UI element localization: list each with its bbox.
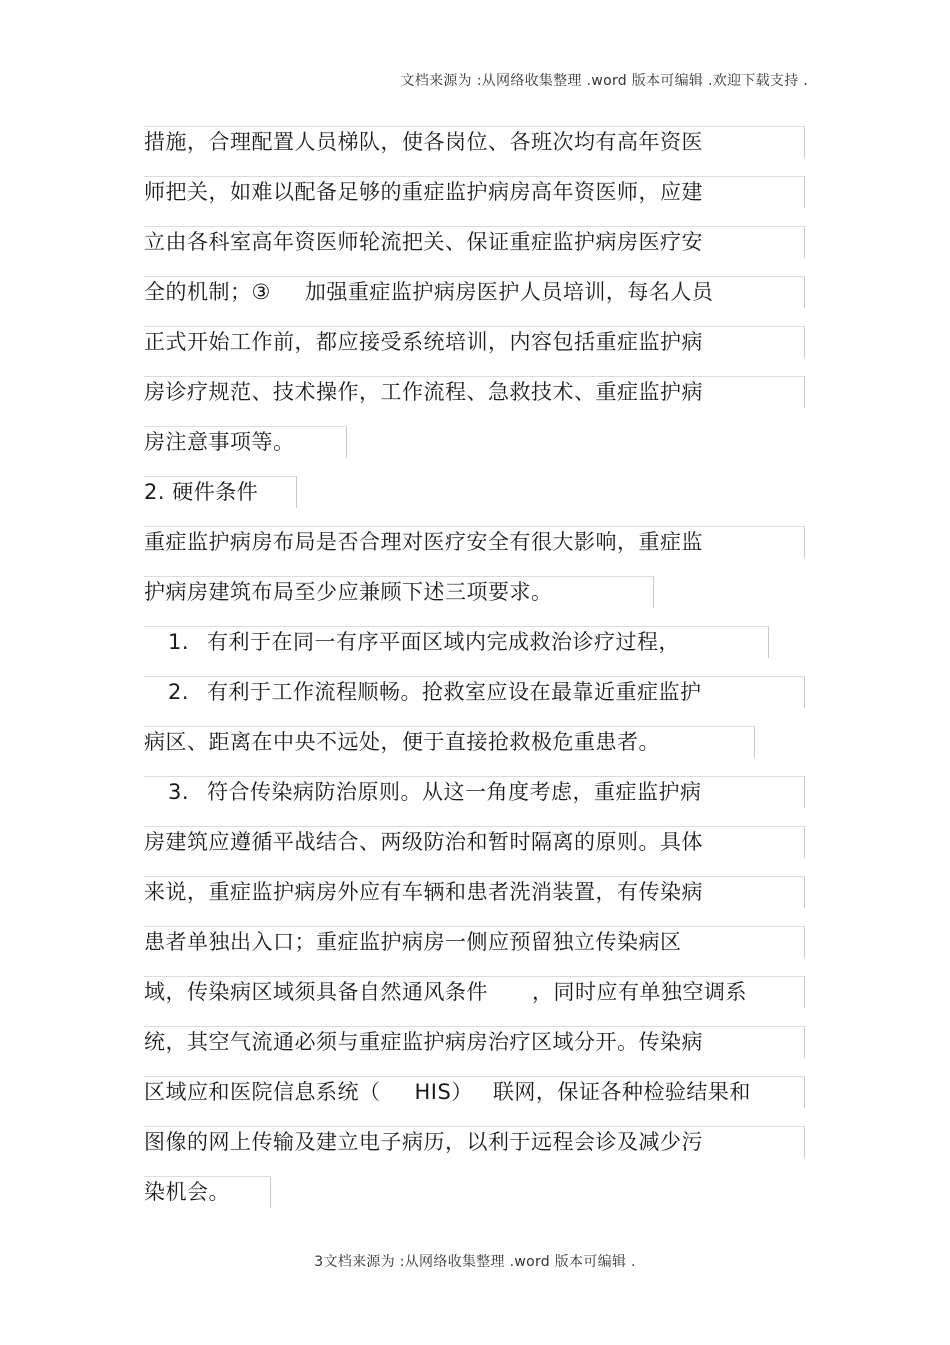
text-segment: HIS）	[414, 1080, 473, 1104]
page-header: 文档来源为 :从网络收集整理 .word 版本可编辑 .欢迎下载支持 .	[400, 73, 808, 89]
text-segment: 域，传染病区域须具备自然通风条件	[144, 980, 488, 1004]
body-line: 师把关，如难以配备足够的重症监护病房高年资医师，应建	[144, 180, 703, 204]
text-segment: 加强重症监护病房医护人员培训，每名人员	[304, 280, 714, 304]
body-line: 染机会。	[144, 1180, 230, 1204]
body-line: 病区、距离在中央不远处，便于直接抢救极危重患者。	[144, 730, 660, 754]
body-line: 措施，合理配置人员梯队，使各岗位、各班次均有高年资医	[144, 130, 703, 154]
text-segment: ，同时应有单独空调系	[532, 980, 747, 1004]
body-line: 房注意事项等。	[144, 430, 295, 454]
text-segment: 区域应和医院信息系统（	[144, 1080, 381, 1104]
body-line: 重症监护病房布局是否合理对医疗安全有很大影响，重症监	[144, 530, 703, 554]
body-line: 正式开始工作前，都应接受系统培训，内容包括重症监护病	[144, 330, 703, 354]
text-segment: 符合传染病防治原则。从这一角度考虑，重症监护病	[207, 780, 702, 804]
list-item	[144, 676, 702, 708]
text-segment: 联网，保证各种检验结果和	[492, 1080, 751, 1104]
text-segment: 全的机制；③	[144, 280, 271, 304]
body-line: 图像的网上传输及建立电子病历，以利于远程会诊及减少污	[144, 1130, 703, 1154]
body-line: 统，其空气流通必须与重症监护病房治疗区域分开。传染病	[144, 1030, 703, 1054]
body-line: 患者单独出入口；重症监护病房一侧应预留独立传染病区	[144, 930, 682, 954]
text-segment: 有利于在同一有序平面区域内完成救治诊疗过程，	[207, 630, 681, 654]
body-line: 立由各科室高年资医师轮流把关、保证重症监护病房医疗安	[144, 230, 703, 254]
body-line: 房建筑应遵循平战结合、两级防治和暂时隔离的原则。具体	[144, 830, 703, 854]
list-number: 3.	[168, 780, 190, 804]
page-footer: 3文档来源为 :从网络收集整理 .word 版本可编辑 .	[314, 1254, 636, 1270]
body-line: 护病房建筑布局至少应兼顾下述三项要求。	[144, 580, 553, 604]
section-heading: 2. 硬件条件	[144, 480, 259, 504]
body-line: 来说，重症监护病房外应有车辆和患者洗消装置，有传染病	[144, 880, 703, 904]
body-line: 房诊疗规范、技术操作，工作流程、急救技术、重症监护病	[144, 380, 703, 404]
body-line	[144, 276, 713, 308]
body-line	[144, 1076, 751, 1108]
body-line	[144, 976, 747, 1008]
list-number: 1.	[168, 630, 190, 654]
list-item	[144, 626, 680, 658]
text-segment: 有利于工作流程顺畅。抢救室应设在最靠近重症监护	[207, 680, 702, 704]
list-number: 2.	[168, 680, 190, 704]
list-item	[144, 776, 702, 808]
